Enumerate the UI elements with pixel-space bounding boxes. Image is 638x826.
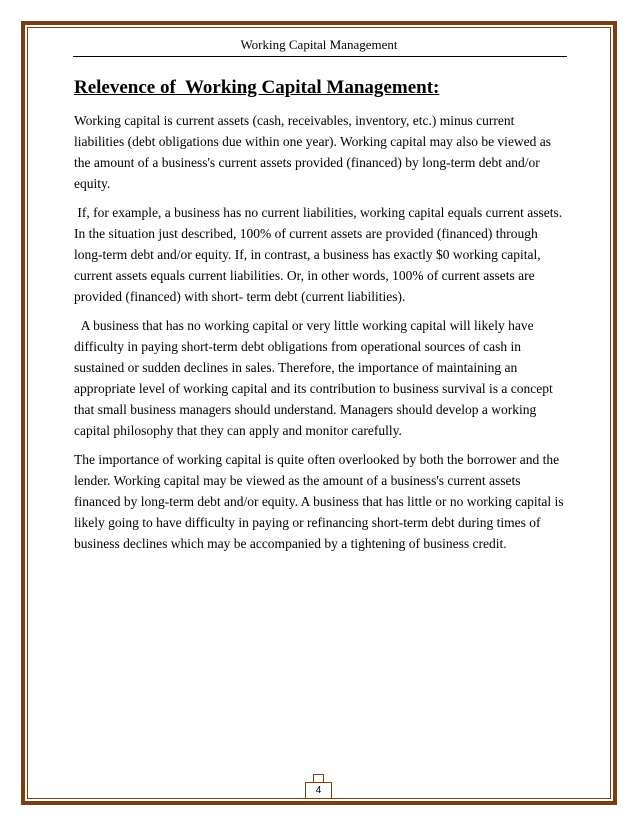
running-header: Working Capital Management	[240, 37, 398, 52]
paragraph: Working capital is current assets (cash, receivables, inventory, etc.) minus current liabilities (debt obligations due within one year). Working capital may also be viewed as the amount of a business's current assets provided (financed) by long-term debt and/or equity.	[74, 113, 555, 191]
body-text	[74, 110, 566, 562]
section-heading: Relevence of Working Capital Management:	[74, 77, 440, 98]
paragraph: A business that has no working capital or very little working capital will likely have difficulty in paying short-term debt obligations from operational sources of cash in sustained or sudden declines in sales. Therefore, the importance of maintaining an appropriate level of working capital and its contribution to business survival is a concept that small business managers should understand. Managers should develop a working capital philosophy that they can apply and monitor carefully.	[74, 318, 557, 438]
paragraph: The importance of working capital is quite often overlooked by both the borrower and the lender. Working capital may be viewed as the amount of a business's current assets financed by long-term debt and/or equity. A business that has little or no working capital is likely going to have difficulty in paying or refinancing short-term debt during times of business declines which may be accompanied by a tightening of business credit.	[74, 452, 567, 551]
page-number: 4	[305, 782, 332, 799]
paragraph: If, for example, a business has no current liabilities, working capital equals current assets. In the situation just described, 100% of current assets are provided (financed) through long-term debt and/or equity. If, in contrast, a business has exactly $0 working capital, current assets equals current liabilities. Or, in other words, 100% of current assets are provided (financed) with short- term debt (current liabilities).	[74, 205, 566, 304]
header-rule	[73, 56, 567, 57]
